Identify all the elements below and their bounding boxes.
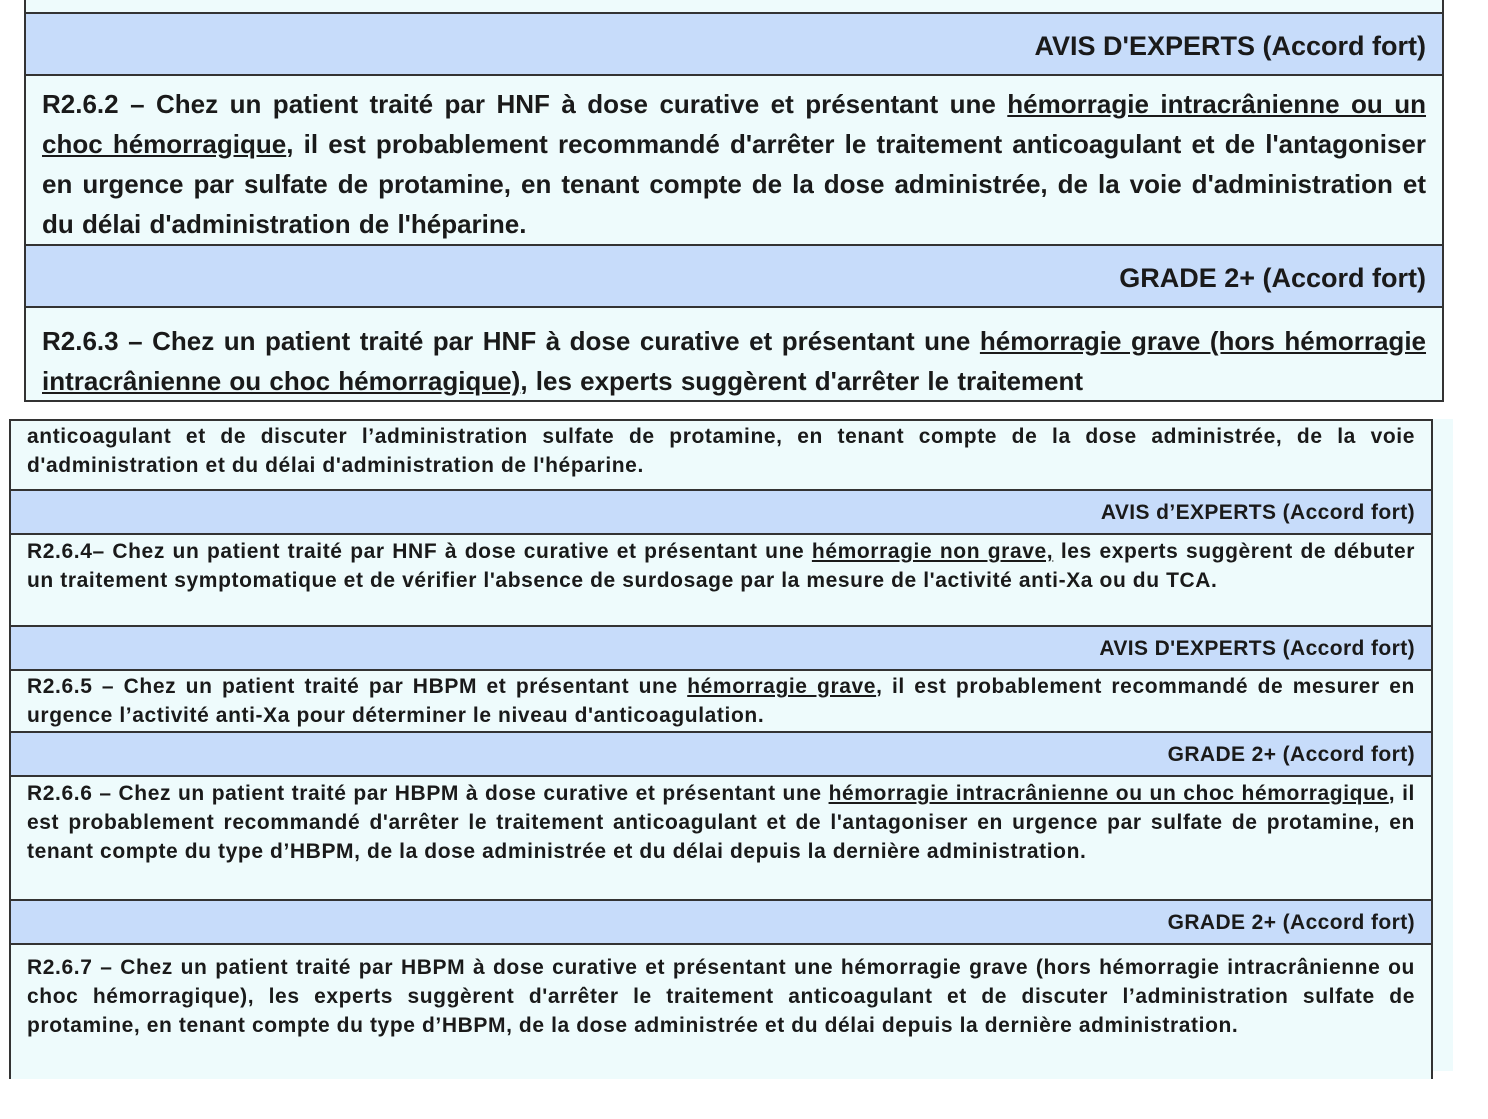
grade-text: GRADE 2+ (Accord fort) xyxy=(1167,911,1415,934)
grade-label-avis-experts xyxy=(26,12,1442,76)
bottom-recommendation-panel xyxy=(9,419,1433,1079)
recommendation-r2-6-3 xyxy=(26,308,1442,402)
underlined-condition: hémorragie grave (hors hémorragie intracrânienne ou choc hémorragique) xyxy=(42,326,1427,396)
recommendation-r2-6-4 xyxy=(11,535,1431,625)
page-edge-strip xyxy=(1433,419,1453,1071)
grade-label-avis-experts xyxy=(11,489,1431,535)
grade-text: GRADE 2+ (Accord fort) xyxy=(1167,743,1415,766)
recommendation-text: , il est probablement recommandé d'arrêter le traitement anticoagulant et de l'antagoniser en urgence par sulfate de protamine, en tenant compte du type d’HBPM, de la dose administrée et du délai depuis la dernière administration. xyxy=(27,782,1415,863)
recommendation-r2-6-7: R2.6.7 – Chez un patient traité par HBPM à dose curative et présentant une hémorragie grave (hors hémorragie intracrânienne ou choc hémorragique), les experts suggèrent d'arrêter le traitement anticoagulant et de discuter l’administration sulfate de protamine, en tenant compte du type d’HBPM, de la dose administrée et du délai depuis la dernière administration. xyxy=(27,956,1415,1037)
recommendation-text: R2.6.3 – Chez un patient traité par HNF à dose curative et présentant une xyxy=(42,326,980,356)
grade-text: AVIS d’EXPERTS (Accord fort) xyxy=(1100,501,1415,524)
recommendation-text: , les experts suggèrent d'arrêter le traitement xyxy=(520,366,1084,396)
recommendation-text: , il est probablement recommandé d'arrêter le traitement anticoagulant et de l'antagoniser en urgence par sulfate de protamine, en tenant compte de la dose administrée, de la voie d'administration et du délai d'administration de l'héparine. xyxy=(42,129,1426,239)
recommendation-text: les experts suggèrent de débuter un traitement symptomatique et de vérifier l'absence de surdosage par la mesure de l'activité anti-Xa ou du TCA. xyxy=(27,540,1415,592)
underlined-condition: hémorragie grave xyxy=(687,675,877,698)
grade-label-grade-2plus xyxy=(11,731,1431,777)
recommendation-text: R2.6.6 – Chez un patient traité par HBPM à dose curative et présentant une xyxy=(27,782,829,805)
grade-text: AVIS D'EXPERTS (Accord fort) xyxy=(1034,31,1426,61)
underlined-condition: hémorragie intracrânienne ou un choc hémorragique xyxy=(828,782,1389,805)
recommendation-text: R2.6.4– Chez un patient traité par HNF à dose curative et présentant une xyxy=(27,540,812,563)
grade-label-avis-experts xyxy=(11,625,1431,671)
recommendation-r2-6-2 xyxy=(26,76,1442,244)
top-recommendation-panel xyxy=(24,0,1444,402)
recommendation-r2-6-5 xyxy=(11,671,1431,731)
grade-label-grade-2plus xyxy=(11,899,1431,945)
grade-text: GRADE 2+ (Accord fort) xyxy=(1119,263,1426,293)
recommendation-r2-6-6 xyxy=(11,777,1431,899)
recommendation-text: , il est probablement recommandé de mesurer en urgence l’activité anti-Xa pour déterminer le niveau d'anticoagulation. xyxy=(27,675,1415,727)
recommendation-r2-6-3-continued: anticoagulant et de discuter l’administration sulfate de protamine, en tenant compte de la dose administrée, de la voie d'administration et du délai d'administration de l'héparine. xyxy=(27,425,1415,477)
recommendation-text: R2.6.2 – Chez un patient traité par HNF à dose curative et présentant une xyxy=(42,89,1008,119)
grade-label-grade-2plus xyxy=(26,244,1442,308)
grade-text: AVIS D'EXPERTS (Accord fort) xyxy=(1099,637,1415,660)
recommendation-text: R2.6.5 – Chez un patient traité par HBPM et présentant une xyxy=(27,675,688,698)
underlined-condition: hémorragie non grave, xyxy=(811,540,1054,563)
previous-row-remnant xyxy=(26,0,1442,12)
underlined-condition: hémorragie intracrânienne ou un choc hémorragique xyxy=(42,89,1426,159)
